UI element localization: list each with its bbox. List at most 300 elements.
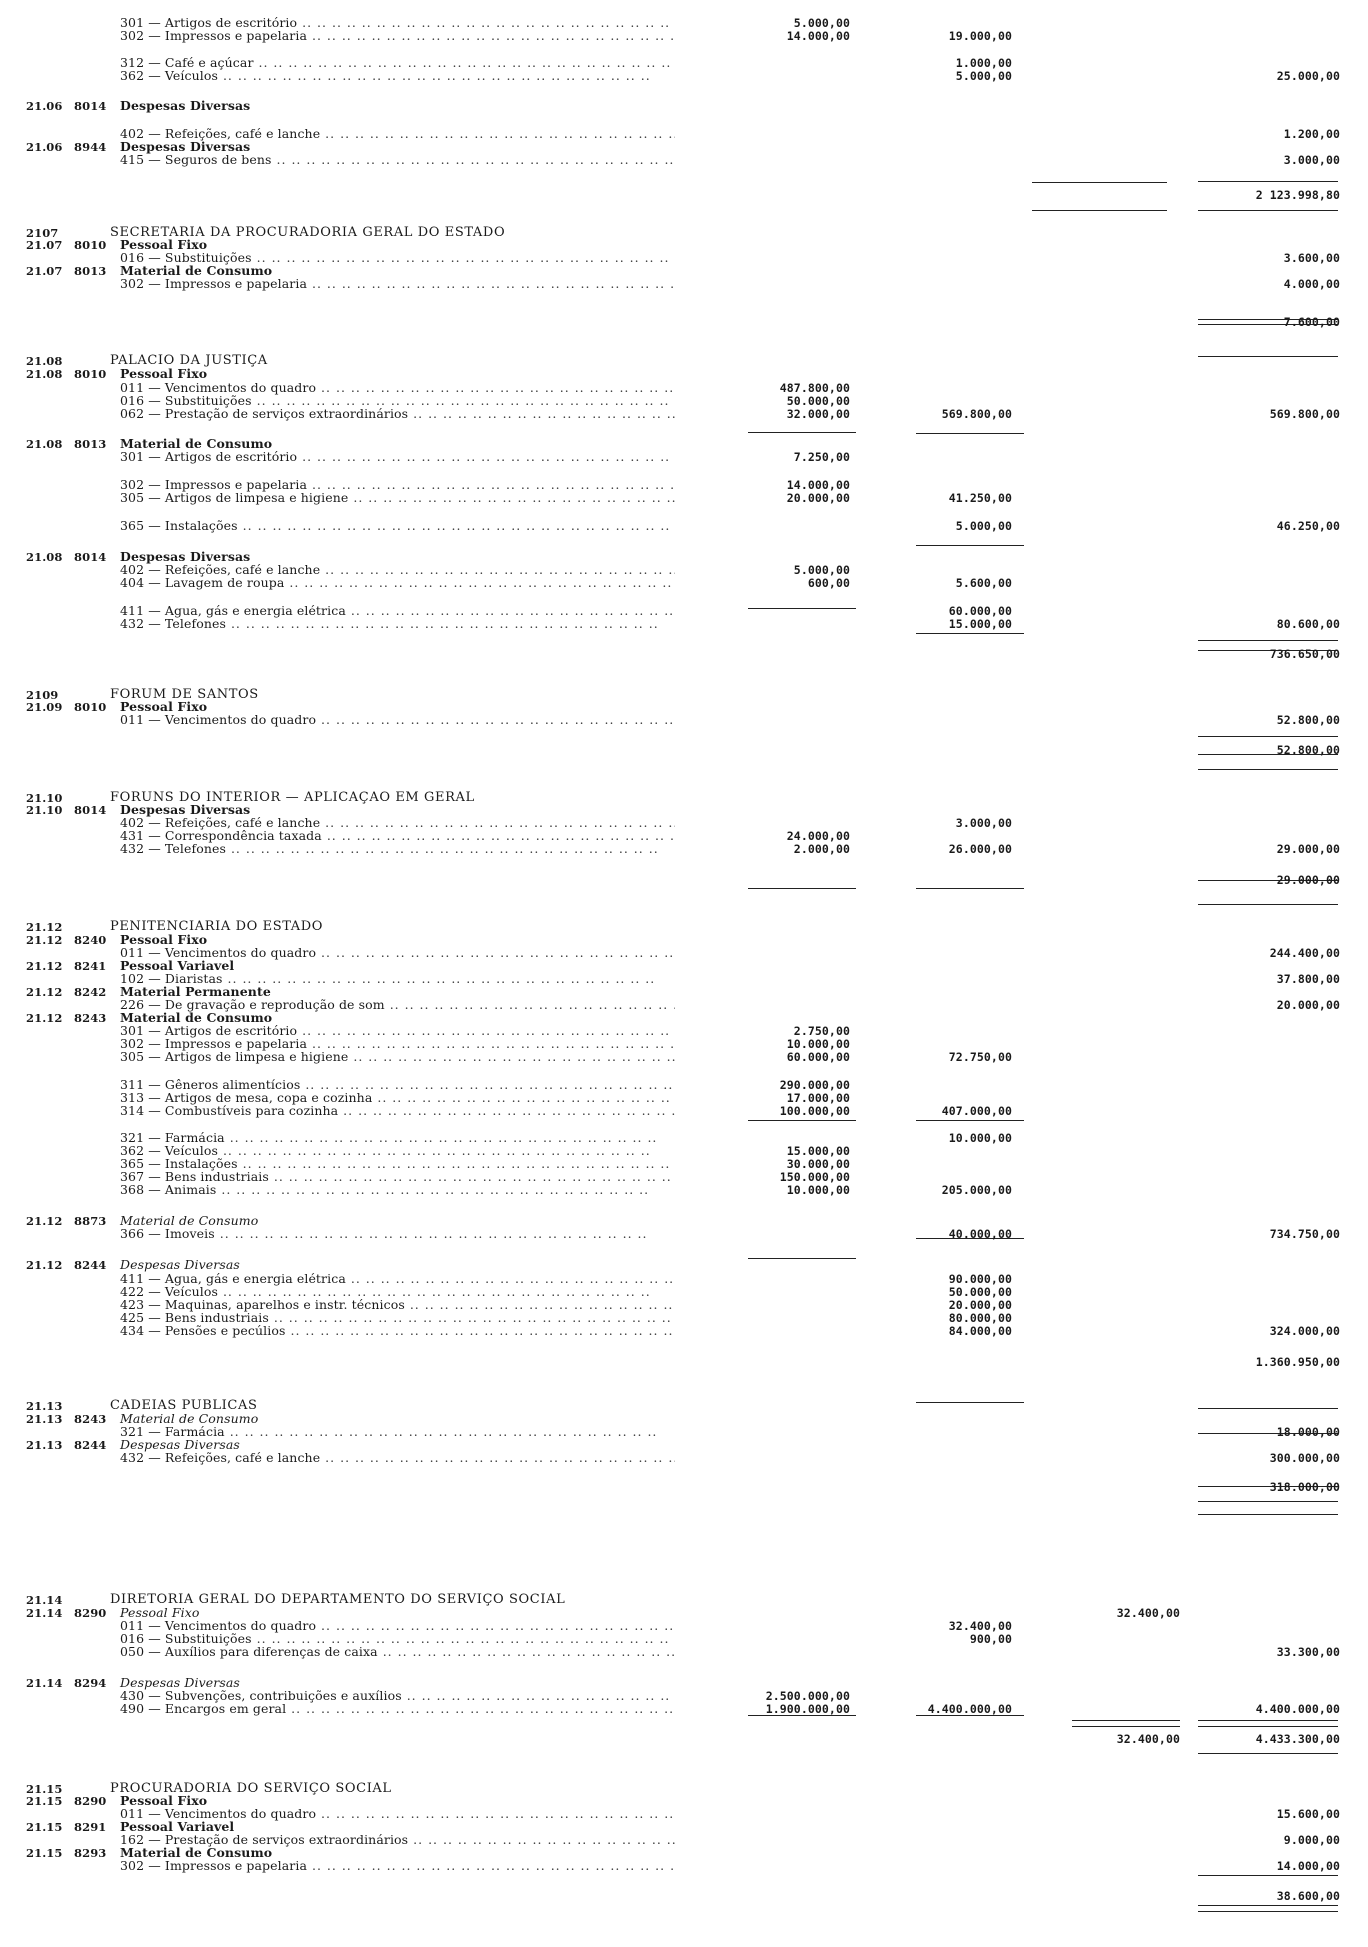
row-label-area <box>0 407 675 421</box>
expense-item: 311 — Gêneros alimentícios .. .. <box>120 1078 675 1092</box>
amount-c4: 46.250,00 <box>1276 519 1340 533</box>
expense-group: Pessoal Fixo <box>120 367 208 381</box>
section-title: SECRETARIA DA PROCURADORIA GERAL DO ESTADO <box>110 226 506 240</box>
row-label-area <box>0 1091 675 1105</box>
amount-c1: 100.000,00 <box>779 1104 850 1118</box>
row-label-area <box>0 1794 675 1808</box>
amount-c2: 84.000,00 <box>948 1324 1012 1338</box>
row-label-area <box>0 1807 675 1821</box>
ruling-line <box>1198 736 1338 737</box>
ruling-line <box>1198 1753 1338 1754</box>
expense-item: 301 — Artigos de escritório .. .. <box>120 16 675 30</box>
amount-c4: 33.300,00 <box>1276 1645 1340 1659</box>
account-code: 8244 <box>74 1258 107 1272</box>
amount-c1: 2.000,00 <box>793 842 850 856</box>
ledger-row <box>0 1645 1368 1659</box>
unit-code: 21.08 <box>26 354 63 368</box>
expense-item: 362 — Veículos .. .. <box>120 69 651 83</box>
amount-c2: 20.000,00 <box>948 1298 1012 1312</box>
ledger-row <box>0 1794 1368 1808</box>
unit-code: 21.15 <box>26 1846 63 1860</box>
amount-c4: 1.360.950,00 <box>1255 1355 1340 1369</box>
row-label-area <box>0 1011 675 1025</box>
expense-item: 011 — Vencimentos do quadro .. .. <box>120 381 675 395</box>
expense-item: 402 — Refeições, café e lanche .. .. <box>120 816 675 830</box>
expense-item: 402 — Refeições, café e lanche .. .. <box>120 563 675 577</box>
ruling-line <box>916 1120 1024 1121</box>
amount-c2: 40.000,00 <box>948 1227 1012 1241</box>
ledger-row <box>0 1258 1368 1272</box>
account-code: 8010 <box>74 367 107 381</box>
unit-code: 21.08 <box>26 367 63 381</box>
ruling-line <box>1072 1726 1180 1727</box>
expense-group: Despesas Diversas <box>120 550 251 564</box>
amount-c4: 15.600,00 <box>1276 1807 1340 1821</box>
expense-item: 432 — Telefones .. .. <box>120 842 659 856</box>
ledger-row <box>0 1702 1368 1716</box>
amount-c4: 7.600,00 <box>1283 315 1340 329</box>
expense-item: 368 — Animais .. .. <box>120 1183 649 1197</box>
ruling-line <box>1198 1875 1338 1876</box>
row-label-area <box>0 1298 675 1312</box>
amount-c4: 52.800,00 <box>1276 743 1340 757</box>
row-label-area <box>0 1285 675 1299</box>
row-label-area <box>0 450 675 464</box>
ledger-row <box>0 450 1368 464</box>
ledger-row <box>0 946 1368 960</box>
ledger-row <box>0 354 1368 368</box>
row-label-area <box>0 1227 675 1241</box>
amount-c4: 736.650,00 <box>1269 647 1340 661</box>
row-label-area <box>0 617 675 631</box>
account-code: 8243 <box>74 1412 107 1426</box>
row-label-area <box>0 946 675 960</box>
unit-code: 21.10 <box>26 803 63 817</box>
row-label-area <box>0 1676 675 1690</box>
row-label-area <box>0 1593 675 1607</box>
account-code: 8291 <box>74 1820 107 1834</box>
expense-group: Despesas Diversas <box>120 1258 240 1272</box>
amount-c4: 3.000,00 <box>1283 153 1340 167</box>
expense-item: 404 — Lavagem de roupa .. .. <box>120 576 675 590</box>
row-label-area <box>0 1170 675 1184</box>
unit-code: 21.15 <box>26 1782 63 1796</box>
unit-code: 21.08 <box>26 550 63 564</box>
ledger-row <box>0 1104 1368 1118</box>
ruling-line <box>748 1120 856 1121</box>
amount-c4: 25.000,00 <box>1276 69 1340 83</box>
amount-c2: 80.000,00 <box>948 1311 1012 1325</box>
ruling-line <box>1198 1726 1338 1727</box>
expense-item: 302 — Impressos e papelaria .. .. <box>120 29 675 43</box>
account-code: 8290 <box>74 1794 107 1808</box>
ledger-row <box>0 1214 1368 1228</box>
ledger-row <box>0 153 1368 167</box>
row-label-area <box>0 873 675 887</box>
amount-c1: 5.000,00 <box>793 16 850 30</box>
row-label-area <box>0 437 675 451</box>
ledger-row <box>0 1807 1368 1821</box>
account-code: 8244 <box>74 1438 107 1452</box>
unit-code: 21.12 <box>26 1011 63 1025</box>
row-label-area <box>0 264 675 278</box>
expense-item: 312 — Café e açúcar .. .. <box>120 56 675 70</box>
ruling-line <box>1032 182 1167 183</box>
amount-c4: 18.000,00 <box>1276 1425 1340 1439</box>
expense-group: Pessoal Variavel <box>120 959 235 973</box>
row-label-area <box>0 1214 675 1228</box>
row-label-area <box>0 842 675 856</box>
amount-c4: 300.000,00 <box>1269 1451 1340 1465</box>
row-label-area <box>0 803 675 817</box>
amount-c4: 38.600,00 <box>1276 1889 1340 1903</box>
amount-c4: 4.433.300,00 <box>1255 1732 1340 1746</box>
unit-code: 21.13 <box>26 1399 63 1413</box>
amount-c1: 487.800,00 <box>779 381 850 395</box>
row-label-area <box>0 1324 675 1338</box>
expense-item: 313 — Artigos de mesa, copa e cozinha .. .. <box>120 1091 675 1105</box>
ledger-row <box>0 1425 1368 1439</box>
account-code: 8014 <box>74 550 107 564</box>
ruling-line <box>916 633 1024 634</box>
section-title: CADEIAS PUBLICAS <box>110 1399 258 1413</box>
expense-item: 302 — Impressos e papelaria .. .. <box>120 277 675 291</box>
expense-item: 302 — Impressos e papelaria .. .. <box>120 1859 675 1873</box>
row-label-area <box>0 394 675 408</box>
ruling-line <box>1198 181 1338 182</box>
row-label-area <box>0 1451 675 1465</box>
expense-item: 432 — Telefones .. .. <box>120 617 659 631</box>
unit-code: 21.10 <box>26 791 63 805</box>
amount-c2: 3.000,00 <box>955 816 1012 830</box>
ledger-row <box>0 29 1368 43</box>
row-label-area <box>0 153 675 167</box>
row-label-area <box>0 647 675 661</box>
ledger-row <box>0 1050 1368 1064</box>
row-label-area <box>0 576 675 590</box>
account-code: 8010 <box>74 238 107 252</box>
ledger-row <box>0 238 1368 252</box>
row-label-area <box>0 1144 675 1158</box>
amount-c2: 90.000,00 <box>948 1272 1012 1286</box>
row-label-area <box>0 1820 675 1834</box>
ledger-row <box>0 1131 1368 1145</box>
expense-group: Despesas Diversas <box>120 99 251 113</box>
ledger-row <box>0 803 1368 817</box>
row-label-area <box>0 1412 675 1426</box>
ledger-row <box>0 1480 1368 1494</box>
amount-c1: 290.000,00 <box>779 1078 850 1092</box>
ledger-row <box>0 576 1368 590</box>
section-title: PENITENCIÁRIA DO ESTADO <box>110 920 324 934</box>
unit-code: 21.14 <box>26 1593 63 1607</box>
ledger-row <box>0 1732 1368 1746</box>
row-label-area <box>0 998 675 1012</box>
ledger-row <box>0 647 1368 661</box>
row-label-area <box>0 700 675 714</box>
row-label-area <box>0 99 675 113</box>
row-label-area <box>0 1399 675 1413</box>
row-label-area <box>0 188 675 202</box>
row-label-area <box>0 478 675 492</box>
amount-c1: 15.000,00 <box>786 1144 850 1158</box>
unit-code: 21.13 <box>26 1412 63 1426</box>
amount-c4: 2 123.998,80 <box>1255 188 1340 202</box>
expense-item: 365 — Instalações .. .. <box>120 519 670 533</box>
amount-c2: 10.000,00 <box>948 1131 1012 1145</box>
expense-item: 305 — Artigos de limpesa e higiene .. .. <box>120 491 675 505</box>
account-code: 8290 <box>74 1606 107 1620</box>
amount-c2: 32.400,00 <box>948 1619 1012 1633</box>
amount-c2: 569.800,00 <box>941 407 1012 421</box>
expense-group: Material de Consumo <box>120 1214 259 1228</box>
amount-c4: 52.800,00 <box>1276 713 1340 727</box>
amount-c1: 2.500.000,00 <box>765 1689 850 1703</box>
section-title: FORUNS DO INTERIOR — APLICAÇÃO EM GERAL <box>110 791 475 805</box>
row-label-area <box>0 1606 675 1620</box>
row-label-area <box>0 238 675 252</box>
expense-group: Pessoal Fixo <box>120 238 208 252</box>
expense-item: 301 — Artigos de escritório .. .. <box>120 1024 675 1038</box>
amount-c2: 26.000,00 <box>948 842 1012 856</box>
amount-c4: 9.000,00 <box>1283 1833 1340 1847</box>
expense-item: 062 — Prestação de serviços extraordinários .. .. <box>120 407 675 421</box>
amount-c2: 5.000,00 <box>955 519 1012 533</box>
ruling-line <box>748 888 856 889</box>
expense-item: 430 — Subvenções, contribuições e auxílios .. .. <box>120 1689 675 1703</box>
expense-item: 050 — Auxílios para diferenças de caixa .. .. <box>120 1645 675 1659</box>
amount-c3: 32.400,00 <box>1116 1606 1180 1620</box>
ledger-row <box>0 99 1368 113</box>
amount-c1: 150.000,00 <box>779 1170 850 1184</box>
account-code: 8944 <box>74 140 107 154</box>
unit-code: 21.13 <box>26 1438 63 1452</box>
expense-item: 305 — Artigos de limpesa e higiene .. .. <box>120 1050 675 1064</box>
expense-item: 423 — Maquinas, aparelhos e instr. técnicos .. .. <box>120 1298 675 1312</box>
expense-item: 011 — Vencimentos do quadro .. .. <box>120 946 675 960</box>
ledger-row <box>0 617 1368 631</box>
amount-c2: 15.000,00 <box>948 617 1012 631</box>
ruling-line <box>1198 210 1338 211</box>
ledger-row <box>0 1438 1368 1452</box>
ledger-row <box>0 381 1368 395</box>
row-label-area <box>0 127 675 141</box>
expense-group: Despesas Diversas <box>120 140 251 154</box>
amount-c1: 17.000,00 <box>786 1091 850 1105</box>
expense-item: 402 — Refeições, café e lanche .. .. <box>120 127 675 141</box>
expense-item: 102 — Diaristas .. .. <box>120 972 655 986</box>
ledger-row <box>0 478 1368 492</box>
ledger-row <box>0 1632 1368 1646</box>
ruling-line <box>1198 1911 1338 1912</box>
row-label-area <box>0 1104 675 1118</box>
account-code: 8241 <box>74 959 107 973</box>
expense-item: 302 — Impressos e papelaria .. .. <box>120 1037 675 1051</box>
expense-group: Pessoal Fixo <box>120 700 208 714</box>
row-label-area <box>0 140 675 154</box>
unit-code: 21.12 <box>26 933 63 947</box>
ledger-row <box>0 127 1368 141</box>
unit-code: 21.12 <box>26 920 63 934</box>
ledger-row <box>0 829 1368 843</box>
ledger-row <box>0 56 1368 70</box>
unit-code: 21.12 <box>26 1214 63 1228</box>
amount-c1: 24.000,00 <box>786 829 850 843</box>
amount-c2: 5.000,00 <box>955 69 1012 83</box>
expense-item: 367 — Bens industriais .. .. <box>120 1170 675 1184</box>
expense-group: Material Permanente <box>120 985 271 999</box>
ledger-row <box>0 1859 1368 1873</box>
ledger-row <box>0 1324 1368 1338</box>
row-label-area <box>0 367 675 381</box>
row-label-area <box>0 1645 675 1659</box>
row-label-area <box>0 1311 675 1325</box>
row-label-area <box>0 491 675 505</box>
amount-c1: 600,00 <box>807 576 850 590</box>
amount-c1: 7.250,00 <box>793 450 850 464</box>
ledger-row <box>0 1606 1368 1620</box>
amount-c2: 72.750,00 <box>948 1050 1012 1064</box>
account-code: 8013 <box>74 437 107 451</box>
ledger-row <box>0 1889 1368 1903</box>
ruling-line <box>1198 769 1338 770</box>
amount-c4: 80.600,00 <box>1276 617 1340 631</box>
ledger-row <box>0 1399 1368 1413</box>
ledger-row <box>0 550 1368 564</box>
unit-code: 21.09 <box>26 700 63 714</box>
expense-item: 434 — Pensões e pecúlios .. .. <box>120 1324 675 1338</box>
account-code: 8873 <box>74 1214 107 1228</box>
expense-group: Material de Consumo <box>120 1846 273 1860</box>
ledger-row <box>0 1170 1368 1184</box>
amount-c4: 244.400,00 <box>1269 946 1340 960</box>
expense-item: 431 — Correspondência taxada .. .. <box>120 829 675 843</box>
amount-c4: 14.000,00 <box>1276 1859 1340 1873</box>
ledger-row <box>0 519 1368 533</box>
amount-c1: 1.900.000,00 <box>765 1702 850 1716</box>
row-label-area <box>0 69 675 83</box>
account-code: 8242 <box>74 985 107 999</box>
ledger-row <box>0 1355 1368 1369</box>
ruling-line <box>1198 904 1338 905</box>
amount-c4: 569.800,00 <box>1269 407 1340 421</box>
expense-item: 016 — Substituições .. .. <box>120 251 675 265</box>
ledger-row <box>0 604 1368 618</box>
row-label-area <box>0 277 675 291</box>
ledger-row <box>0 1037 1368 1051</box>
row-label-area <box>0 1846 675 1860</box>
amount-c1: 5.000,00 <box>793 563 850 577</box>
ledger-row <box>0 1451 1368 1465</box>
expense-item: 425 — Bens industriais .. .. <box>120 1311 675 1325</box>
amount-c1: 2.750,00 <box>793 1024 850 1038</box>
ledger-row <box>0 700 1368 714</box>
account-code: 8294 <box>74 1676 107 1690</box>
row-label-area <box>0 1183 675 1197</box>
ledger-row <box>0 959 1368 973</box>
ruling-line <box>1198 1720 1338 1721</box>
amount-c2: 60.000,00 <box>948 604 1012 618</box>
expense-group: Material de Consumo <box>120 437 273 451</box>
expense-item: 016 — Substituições .. .. <box>120 1632 675 1646</box>
row-label-area <box>0 1024 675 1038</box>
unit-code: 2109 <box>26 688 59 702</box>
row-label-area <box>0 1355 675 1369</box>
unit-code: 21.12 <box>26 985 63 999</box>
expense-item: 321 — Farmácia .. .. <box>120 1131 657 1145</box>
ruling-line <box>1198 1501 1338 1502</box>
ledger-row <box>0 1846 1368 1860</box>
row-label-area <box>0 56 675 70</box>
amount-c1: 30.000,00 <box>786 1157 850 1171</box>
ledger-row <box>0 743 1368 757</box>
unit-code: 21.07 <box>26 238 63 252</box>
ruling-line <box>1198 640 1338 641</box>
ledger-row <box>0 1689 1368 1703</box>
amount-c4: 37.800,00 <box>1276 972 1340 986</box>
ruling-line <box>916 888 1024 889</box>
expense-item: 162 — Prestação de serviços extraordinários .. .. <box>120 1833 675 1847</box>
expense-item: 366 — Imoveis .. .. <box>120 1227 647 1241</box>
amount-c4: 324.000,00 <box>1269 1324 1340 1338</box>
ledger-row <box>0 1298 1368 1312</box>
ruling-line <box>1072 1720 1180 1721</box>
ledger-row <box>0 1227 1368 1241</box>
expense-item: 490 — Encargos em geral .. .. <box>120 1702 675 1716</box>
row-label-area <box>0 1480 675 1494</box>
unit-code: 2107 <box>26 226 59 240</box>
ledger-row <box>0 69 1368 83</box>
unit-code: 21.14 <box>26 1676 63 1690</box>
row-label-area <box>0 1258 675 1272</box>
expense-group: Despesas Diversas <box>120 1438 240 1452</box>
row-label-area <box>0 933 675 947</box>
row-label-area <box>0 381 675 395</box>
ledger-row <box>0 1285 1368 1299</box>
expense-item: 415 — Seguros de bens .. .. <box>120 153 675 167</box>
account-code: 8293 <box>74 1846 107 1860</box>
row-label-area <box>0 1732 675 1746</box>
unit-code: 21.15 <box>26 1820 63 1834</box>
amount-c3: 32.400,00 <box>1116 1732 1180 1746</box>
amount-c2: 41.250,00 <box>948 491 1012 505</box>
row-label-area <box>0 1037 675 1051</box>
row-label-area <box>0 1889 675 1903</box>
account-code: 8010 <box>74 700 107 714</box>
unit-code: 21.14 <box>26 1606 63 1620</box>
ledger-row <box>0 1619 1368 1633</box>
amount-c2: 50.000,00 <box>948 1285 1012 1299</box>
expense-group: Pessoal Variavel <box>120 1820 235 1834</box>
row-label-area <box>0 1425 675 1439</box>
amount-c4: 1.200,00 <box>1283 127 1340 141</box>
row-label-area <box>0 972 675 986</box>
ledger-row <box>0 188 1368 202</box>
row-label-area <box>0 1272 675 1286</box>
amount-c2: 407.000,00 <box>941 1104 1012 1118</box>
expense-item: 365 — Instalações .. .. <box>120 1157 670 1171</box>
expense-item: 321 — Farmácia .. .. <box>120 1425 657 1439</box>
amount-c2: 4.400.000,00 <box>927 1702 1012 1716</box>
amount-c2: 205.000,00 <box>941 1183 1012 1197</box>
row-label-area <box>0 920 675 934</box>
ledger-row <box>0 251 1368 265</box>
amount-c4: 4.000,00 <box>1283 277 1340 291</box>
row-label-area <box>0 16 675 30</box>
expense-item: 011 — Vencimentos do quadro .. .. <box>120 713 675 727</box>
row-label-area <box>0 1619 675 1633</box>
amount-c1: 10.000,00 <box>786 1037 850 1051</box>
